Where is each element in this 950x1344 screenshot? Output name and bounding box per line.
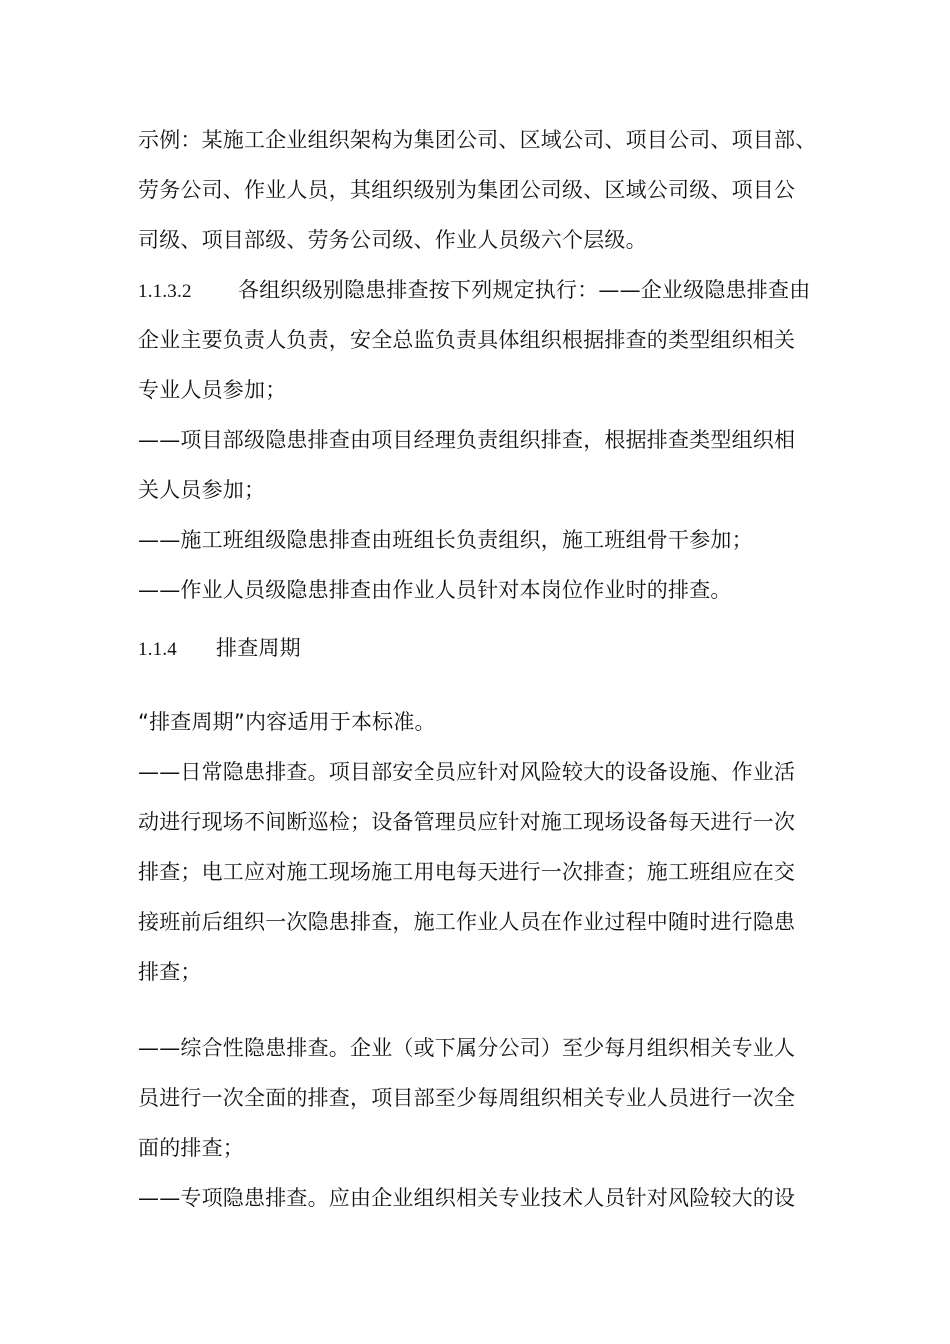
item-daily-line-5: 排查； — [138, 960, 202, 984]
section-title: 排查周期 — [216, 636, 301, 660]
section-114-heading — [138, 633, 301, 665]
section-1132-line-2: 企业主要负责人负责，安全总监负责具体组织根据排查的类型组织相关 — [138, 328, 796, 352]
item-worker: ——作业人员级隐患排查由作业人员针对本岗位作业时的排查。 — [138, 578, 732, 602]
item-special-line-1: ——专项隐患排查。应由企业组织相关专业技术人员针对风险较大的设 — [138, 1186, 796, 1210]
cycle-intro: “排查周期”内容适用于本标准。 — [138, 710, 436, 734]
example-line-2: 劳务公司、作业人员，其组织级别为集团公司级、区域公司级、项目公 — [138, 178, 796, 202]
item-comprehensive-line-2: 员进行一次全面的排查，项目部至少每周组织相关专业人员进行一次全 — [138, 1086, 796, 1110]
section-number: 1.1.3.2 — [138, 281, 192, 302]
section-number: 1.1.4 — [138, 639, 177, 660]
section-1132-line-3: 专业人员参加； — [138, 378, 287, 402]
section-1132-heading — [138, 275, 810, 307]
item-team: ——施工班组级隐患排查由班组长负责组织，施工班组骨干参加； — [138, 528, 753, 552]
item-project-line-2: 关人员参加； — [138, 478, 266, 502]
section-heading-text: 各组织级别隐患排查按下列规定执行：——企业级隐患排查由 — [238, 278, 811, 302]
item-daily-line-4: 接班前后组织一次隐患排查，施工作业人员在作业过程中随时进行隐患 — [138, 910, 796, 934]
item-comprehensive-line-1: ——综合性隐患排查。企业（或下属分公司）至少每月组织相关专业人 — [138, 1036, 796, 1060]
item-daily-line-2: 动进行现场不间断巡检；设备管理员应针对施工现场设备每天进行一次 — [138, 810, 796, 834]
item-daily-line-3: 排查；电工应对施工现场施工用电每天进行一次排查；施工班组应在交 — [138, 860, 796, 884]
item-comprehensive-line-3: 面的排查； — [138, 1136, 244, 1160]
example-line-1: 示例：某施工企业组织架构为集团公司、区域公司、项目公司、项目部、 — [138, 128, 817, 152]
example-line-3: 司级、项目部级、劳务公司级、作业人员级六个层级。 — [138, 228, 647, 252]
item-project-line-1: ——项目部级隐患排查由项目经理负责组织排查，根据排查类型组织相 — [138, 428, 796, 452]
item-daily-line-1: ——日常隐患排查。项目部安全员应针对风险较大的设备设施、作业活 — [138, 760, 796, 784]
